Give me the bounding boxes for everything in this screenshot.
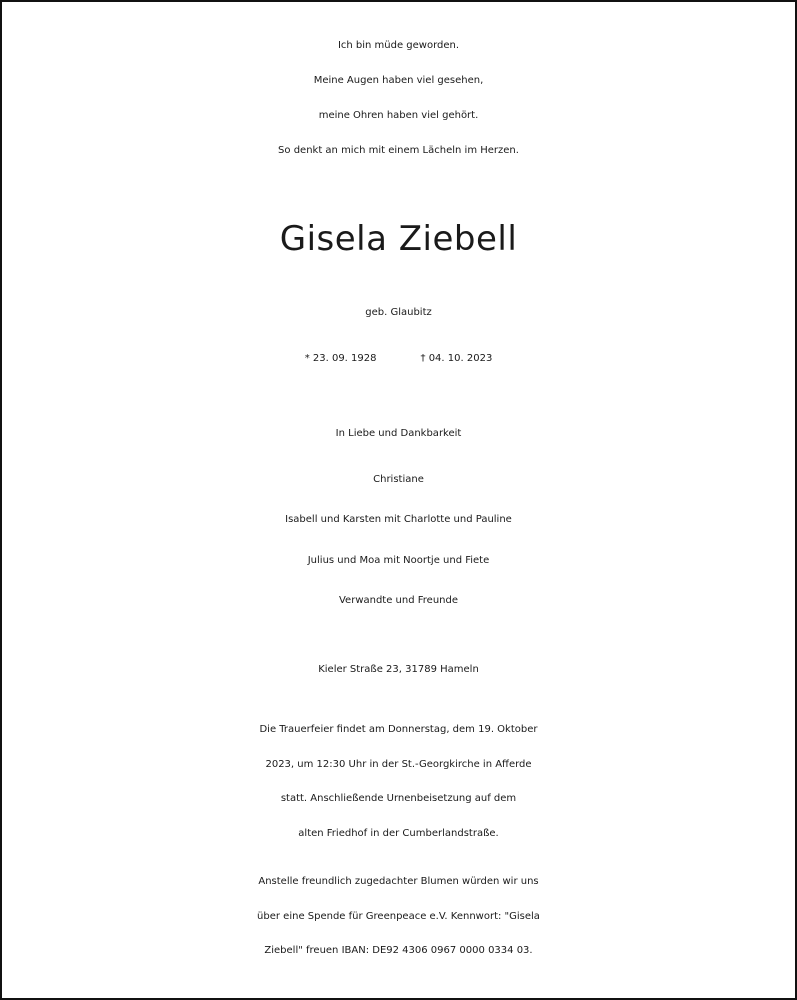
funeral-notice-line-2: 2023, um 12:30 Uhr in der St.-Georgkirche in Afferde	[265, 759, 532, 770]
mourner-line-4: Verwandte und Freunde	[338, 595, 459, 606]
poem-line-1: Ich bin müde geworden.	[337, 40, 460, 51]
death-date: 04. 10. 2023	[428, 353, 493, 364]
poem-line-3: meine Ohren haben viel gehört.	[318, 110, 479, 121]
mourner-line-1: Christiane	[373, 474, 424, 485]
donation-notice-line-3: Ziebell" freuen IBAN: DE92 4306 0967 0000 0334 03.	[264, 945, 533, 956]
donation-notice-line-2: über eine Spende für Greenpeace e.V. Kennwort: "Gisela	[257, 911, 540, 922]
death-symbol: †	[420, 353, 426, 364]
mourner-line-3: Julius und Moa mit Noortje und Fiete	[307, 555, 490, 566]
funeral-notice-line-4: alten Friedhof in der Cumberlandstraße.	[298, 828, 499, 839]
funeral-notice-line-3: statt. Anschließende Urnenbeisetzung auf dem	[280, 793, 517, 804]
address: Kieler Straße 23, 31789 Hameln	[318, 664, 479, 675]
poem-line-4: So denkt an mich mit einem Lächeln im Herzen.	[278, 145, 519, 156]
donation-notice-line-1: Anstelle freundlich zugedachter Blumen würden wir uns	[258, 876, 539, 887]
mourners-intro: In Liebe und Dankbarkeit	[335, 428, 462, 439]
life-dates	[2, 353, 795, 364]
funeral-notice-line-1: Die Trauerfeier findet am Donnerstag, dem 19. Oktober	[259, 724, 538, 735]
birth-name: geb. Glaubitz	[365, 307, 432, 318]
mourner-line-2: Isabell und Karsten mit Charlotte und Pauline	[285, 514, 512, 525]
deceased-name: Gisela Ziebell	[279, 219, 518, 259]
birth-symbol: *	[304, 353, 310, 364]
poem-line-2: Meine Augen haben viel gesehen,	[313, 75, 484, 86]
birth-date: 23. 09. 1928	[312, 353, 377, 364]
